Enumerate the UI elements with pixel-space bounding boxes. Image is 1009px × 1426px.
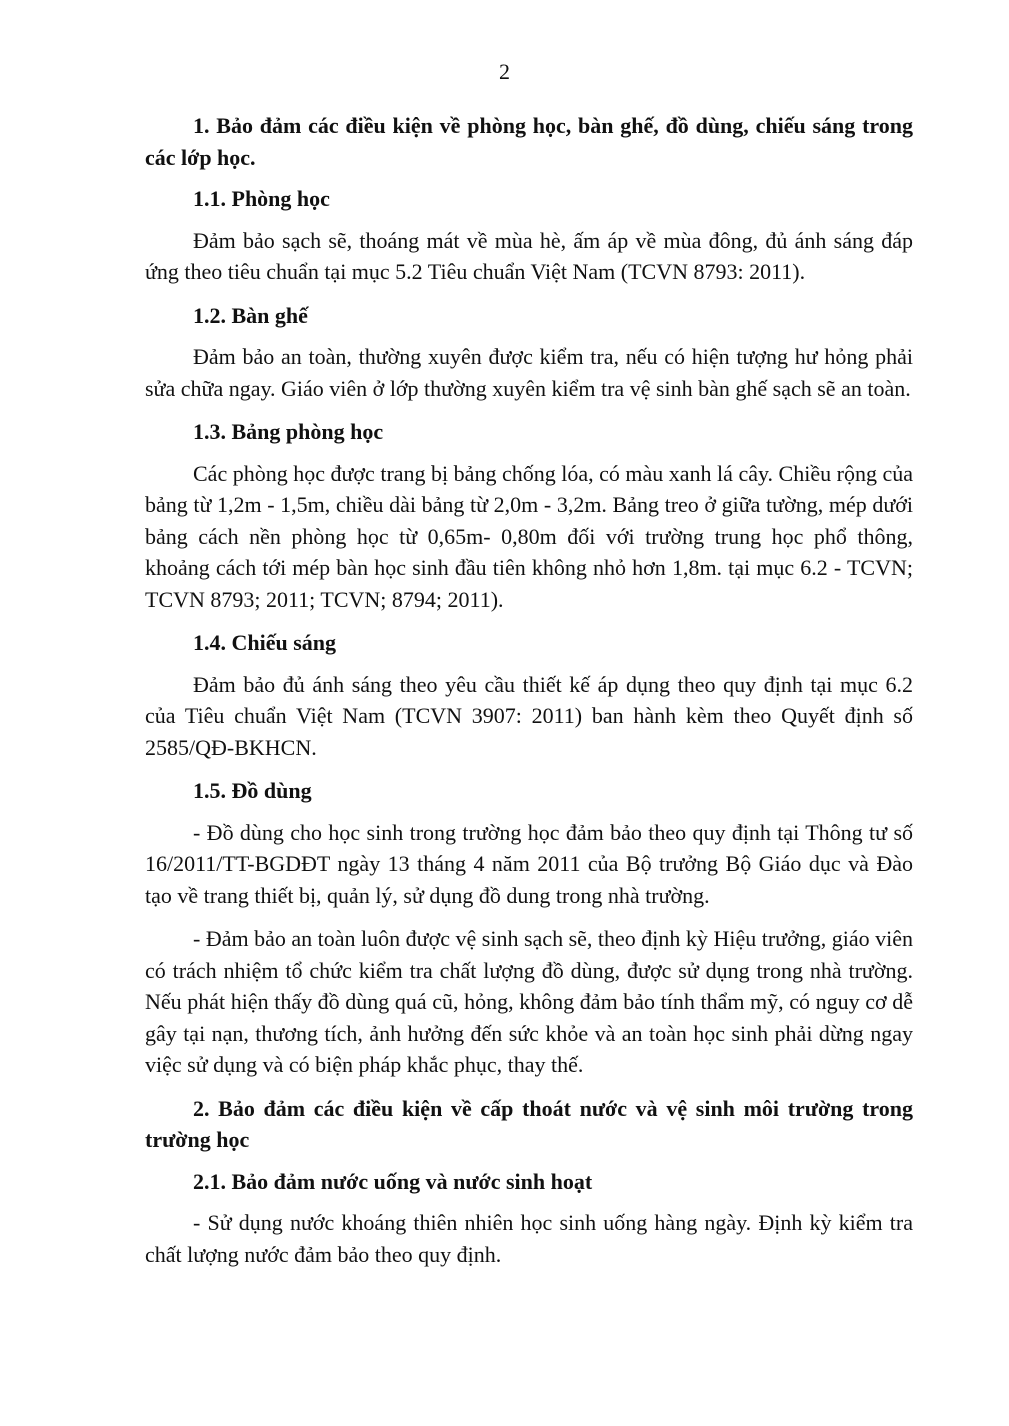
section-2-1-paragraph: - Sử dụng nước khoáng thiên nhiên học sinh uống hàng ngày. Định kỳ kiểm tra chất lượng nước đảm bảo theo quy định. [145,1210,913,1267]
section-1-2-heading: 1.2. Bàn ghế [193,302,308,328]
section-1-5-heading: 1.5. Đồ dùng [193,778,312,803]
section-1-5-paragraph-1: - Đồ dùng cho học sinh trong trường học đảm bảo theo quy định tại Thông tư số 16/2011/TT-BGDĐT ngày 13 tháng 4 năm 2011 của Bộ trưởng Bộ Giáo dục và Đào tạo về trang thiết bị, quản lý, sử dụng đồ dung trong nhà trường. [145,819,913,908]
section-1-2-paragraph: Đảm bảo an toàn, thường xuyên được kiểm tra, nếu có hiện tượng hư hỏng phải sửa chữa ngay. Giáo viên ở lớp thường xuyên kiểm tra vệ sinh bàn ghế sạch sẽ an toàn. [145,344,913,401]
section-1-1-paragraph: Đảm bảo sạch sẽ, thoáng mát về mùa hè, ấm áp về mùa đông, đủ ánh sáng đáp ứng theo tiêu chuẩn tại mục 5.2 Tiêu chuẩn Việt Nam (TCVN 8793: 2011). [145,227,913,284]
section-1-1-heading: 1.1. Phòng học [193,186,330,211]
section-1-heading: 1. Bảo đảm các điều kiện về phòng học, bàn ghế, đồ dùng, chiếu sáng trong các lớp học. [145,113,913,170]
section-2-heading: 2. Bảo đảm các điều kiện về cấp thoát nước và vệ sinh môi trường trong trường học [145,1095,913,1152]
section-1-4-paragraph: Đảm bảo đủ ánh sáng theo yêu cầu thiết kế áp dụng theo quy định tại mục 6.2 của Tiêu chuẩn Việt Nam (TCVN 3907: 2011) ban hành kèm theo Quyết định số 2585/QĐ-BKHCN. [145,671,913,760]
page-number: 2 [499,59,510,84]
section-1-4-heading: 1.4. Chiếu sáng [193,630,337,655]
section-1-5-paragraph-2: - Đảm bảo an toàn luôn được vệ sinh sạch sẽ, theo định kỳ Hiệu trưởng, giáo viên có trách nhiệm tổ chức kiểm tra chất lượng đồ dùng, được sử dụng trong nhà trường. Nếu phát hiện thấy đồ dùng quá cũ, hỏng, không đảm bảo tính thẩm mỹ, có nguy cơ dễ gây tại nạn, thương tích, ảnh hưởng đến sức khỏe và an toàn học sinh phải dừng ngay việc sử dụng và có biện pháp khắc phục, thay thế. [145,926,913,1077]
section-2-1-heading: 2.1. Bảo đảm nước uống và nước sinh hoạt [193,1168,593,1194]
document-body [145,110,913,1282]
section-1-3-paragraph: Các phòng học được trang bị bảng chống lóa, có màu xanh lá cây. Chiều rộng của bảng từ 1,2m - 1,5m, chiều dài bảng từ 2,0m - 3,2m. Bảng treo ở giữa tường, mép dưới bảng cách nền phòng học từ 0,65m- 0,80m đối với trường trung học phổ thông, khoảng cách tới mép bàn học sinh đầu tiên không nhỏ hơn 1,8m. tại mục 6.2 - TCVN; TCVN 8793; 2011; TCVN; 8794; 2011). [145,460,913,612]
section-1-3-heading: 1.3. Bảng phòng học [193,419,384,444]
